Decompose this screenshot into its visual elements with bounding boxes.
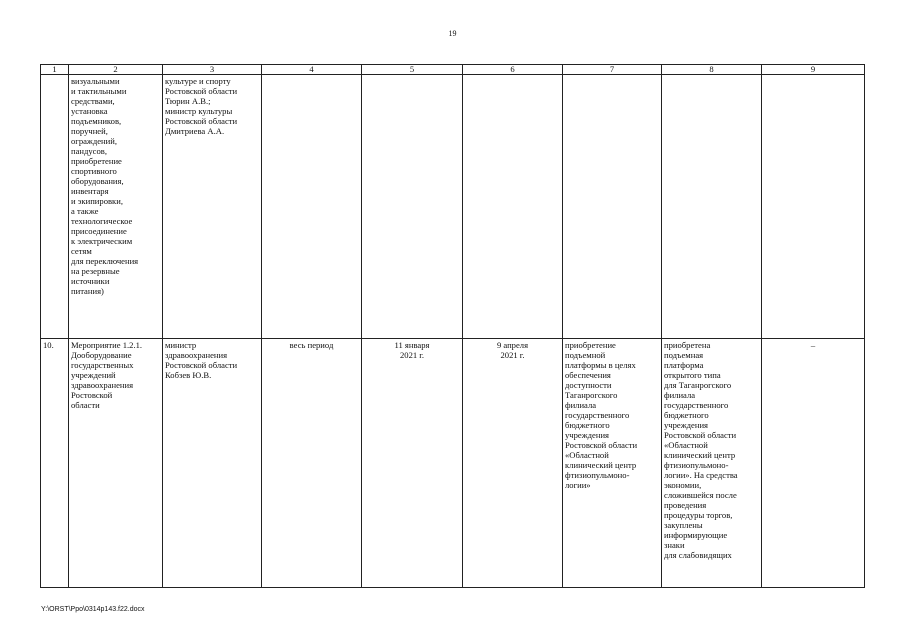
column-number: 4 xyxy=(262,65,362,75)
column-number: 9 xyxy=(762,65,865,75)
note-cell: – xyxy=(762,339,865,588)
table-row xyxy=(41,75,865,339)
planned-result-cell: приобретение подъемной платформы в целях обеспечения доступности Таганрогского филиала государственного бюджетного учреждения Ростовской области «Областной клинический центр фтизиопульмоно- логии» xyxy=(563,339,662,588)
start-date-cell xyxy=(362,75,463,339)
note-cell xyxy=(762,75,865,339)
page-number: 19 xyxy=(448,29,457,38)
responsible-cell: культуре и спорту Ростовской области Тюрин А.В.; министр культуры Ростовской области Дмитриева А.А. xyxy=(163,75,262,339)
period-cell xyxy=(262,75,362,339)
row-number-cell xyxy=(41,75,69,339)
measure-name-cell: визуальными и тактильными средствами, установка подъемников, поручней, ограждений, пандусов, приобретение спортивного оборудования, инвентаря и экипировки, а также технологическое присоединение к электрическим сетям для переключения на резервные источники питания) xyxy=(69,75,163,339)
end-date-cell xyxy=(463,75,563,339)
column-number: 8 xyxy=(662,65,762,75)
column-number: 2 xyxy=(69,65,163,75)
column-number: 1 xyxy=(41,65,69,75)
end-date-cell: 9 апреля 2021 г. xyxy=(463,339,563,588)
row-number-cell: 10. xyxy=(41,339,69,588)
column-number: 5 xyxy=(362,65,463,75)
table-row xyxy=(41,339,865,588)
column-number: 3 xyxy=(163,65,262,75)
actual-result-cell: приобретена подъемная платформа открытого типа для Таганрогского филиала государственного бюджетного учреждения Ростовской области «Областной клинический центр фтизиопульмоно- логии». На средства экономии, сложившейся после проведения процедуры торгов, закуплены информирующие знаки для слабовидящих xyxy=(662,339,762,588)
column-number: 7 xyxy=(563,65,662,75)
period-cell: весь период xyxy=(262,339,362,588)
column-number: 6 xyxy=(463,65,563,75)
planned-result-cell xyxy=(563,75,662,339)
column-number-row xyxy=(41,65,865,75)
start-date-cell: 11 января 2021 г. xyxy=(362,339,463,588)
responsible-cell: министр здравоохранения Ростовской области Кобзев Ю.В. xyxy=(163,339,262,588)
measure-name-cell: Мероприятие 1.2.1. Дооборудование государственных учреждений здравоохранения Ростовской области xyxy=(69,339,163,588)
measures-table xyxy=(40,64,865,588)
actual-result-cell xyxy=(662,75,762,339)
file-path-footer: Y:\ORST\Ppo\0314p143.f22.docx xyxy=(41,606,145,613)
